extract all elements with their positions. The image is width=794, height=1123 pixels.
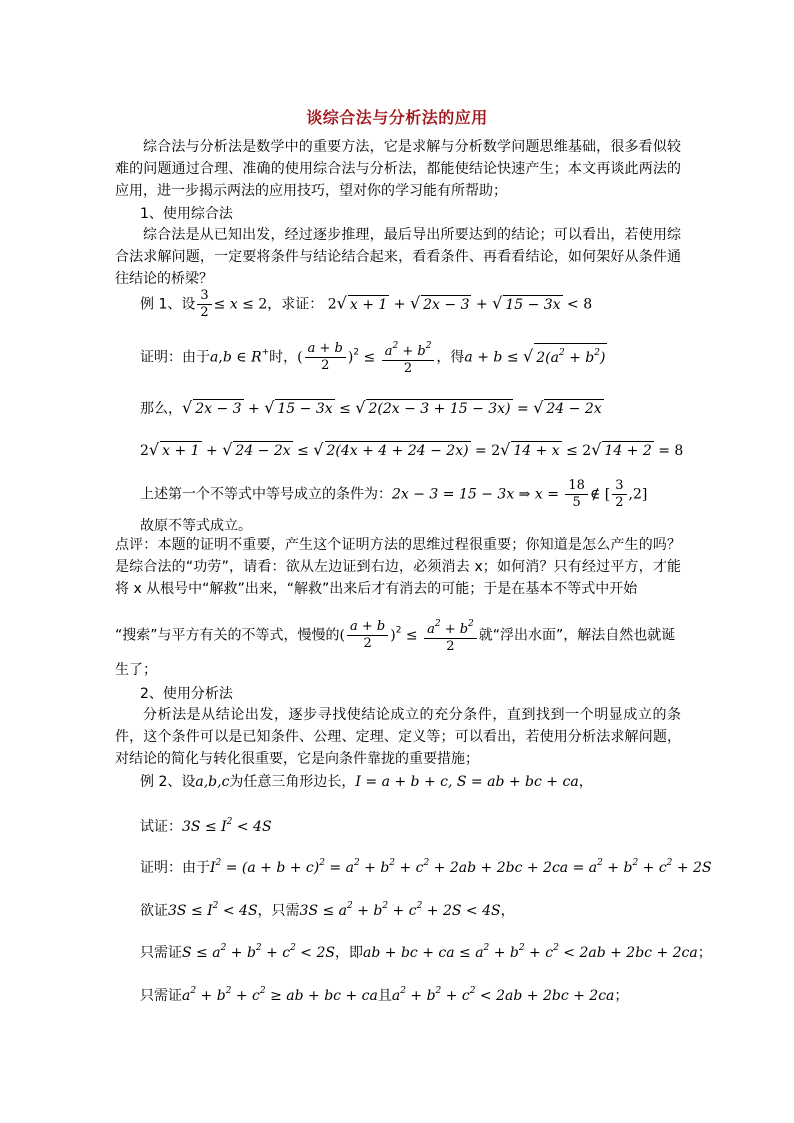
section2-description: 分析法是从结论出发，逐步寻找使结论成立的充分条件，直到找到一个明显成立的条件，这个条件可以是已知条件、公理、定理、定义等；可以看出，若使用分析法求解问题，对结论的简化与转化很重要，它是向条件靠拢的重要措施； xyxy=(115,707,681,767)
comment-paragraph: 点评：本题的证明不重要，产生这个证明方法的思维过程很重要；你知道是怎么产生的吗？是综合法的“功劳”，请看：欲从左边证到右边，必须消去 x；如何消？只有经过平方，才能将 x 从根号中“解救”出来，“解救”出来后才有消去的可能；于是在基本不等式中开始 xyxy=(115,537,681,597)
proof1-get: ，得 xyxy=(436,349,465,366)
proof1-mid: 时， xyxy=(269,349,298,366)
comment-2b: 就“浮出水面”，解法自然也就诞 xyxy=(478,627,676,644)
equality-condition-line: 上述第一个不等式中等号成立的条件为：2x − 3 = 15 − 3x ⇒ x = $\frac{18}{5}$ ∉ [ $\frac{3}{2}$ ,2] xyxy=(140,478,648,510)
proof1-line: 证明：由于a,b ∈ R+时，( $\frac{a + b}{2}$ )$^2$ ≤ $\frac{a^2 + b^2}{2}$ ，得a + b ≤ √ $2(a^2 + b^2)$ xyxy=(140,338,607,377)
section2-heading: 2、使用分析法 xyxy=(140,686,233,702)
want-label: 欲证 xyxy=(140,903,168,919)
example2-mid: 为任意三角形边长， xyxy=(229,774,356,790)
conclusion-text: 故原不等式成立。 xyxy=(140,518,252,534)
section1-description: 综合法是从已知出发，经过逐步推理，最后导出所要达到的结论；可以看出，若使用综合法求解问题，一定要将条件与结论结合起来，看看条件、再看看结论，如何架好从条件通往结论的桥梁？ xyxy=(115,227,681,287)
proof1-chain-line: 2√ x + 1 + √ 24 − 2x ≤ √ 2(4x + 4 + 24 − 2x) = 2√ 14 + x ≤ 2√ 14 + 2 = 8 xyxy=(140,440,684,459)
equality-label: 上述第一个不等式中等号成立的条件为： xyxy=(140,486,392,503)
example1-line: 例 1、设 $\frac{3}{2}$ ≤ x ≤ 2，求证： 2√ x + 1 + √ 2x − 3 + √ 15 − 3x < 8 xyxy=(140,288,593,320)
example1-label: 例 1、设 xyxy=(140,296,196,313)
fraction: $\frac{3}{2}$ xyxy=(197,288,211,321)
need2-label: 只需证 xyxy=(140,988,182,1004)
need2-mid: 且 xyxy=(377,988,392,1004)
then-label: 那么， xyxy=(140,401,182,417)
example1-mid: ，求证： xyxy=(267,296,324,313)
proof1-then-line: 那么，√ 2x − 3 + √ 15 − 3x ≤ √ 2(2x − 3 + 15 − 3x) = √ 24 − 2x xyxy=(140,398,602,417)
want-line: 欲证$3S \le I^2 < 4S$，只需$3S \le a^2 + b^2 + c^2 + 2S < 4S$， xyxy=(140,901,515,919)
prove-label: 试证： xyxy=(140,819,182,835)
intro-paragraph: 综合法与分析法是数学中的重要方法，它是求解与分析数学问题思维基础，很多看似较难的问题通过合理、准确的使用综合法与分析法，都能使结论快速产生；本文再谈此两法的应用，进一步揭示两法的应用技巧，望对你的学习能有所帮助； xyxy=(115,139,681,199)
proof1-label: 证明：由于 xyxy=(140,349,210,366)
need1-line: 只需证$S \le a^2 + b^2 + c^2 < 2S$，即ab + bc + ca ≤ $a^2 + b^2 + c^2 < 2ab + 2bc + 2ca$； xyxy=(140,943,712,961)
want-mid: ，只需 xyxy=(257,903,300,919)
comment-end: 生了； xyxy=(115,662,157,678)
proof2-label: 证明：由于 xyxy=(140,860,210,876)
comment-formula-line: “搜索”与平方有关的不等式，慢慢的( $\frac{a + b}{2}$ )$^2$ ≤ $\frac{a^2 + b^2}{2}$ 就“浮出水面”，解法自然也就诞 xyxy=(115,616,675,655)
proof2-line: 证明：由于$I^2 = (a + b + c)^2 = a^2 + b^2 + c^2 + 2ab + 2bc + 2ca = a^2 + b^2 + c^2 + 2S$ xyxy=(140,858,712,876)
example2-line: 例 2、设a,b,c为任意三角形边长，I = a + b + c, S = ab + bc + ca， xyxy=(140,774,593,790)
page-title: 谈综合法与分析法的应用 xyxy=(306,108,488,127)
need1-label: 只需证 xyxy=(140,945,182,961)
need1-mid: ，即 xyxy=(335,945,363,961)
example2-label: 例 2、设 xyxy=(140,774,196,790)
need2-line: 只需证$a^2 + b^2 + c^2$ ≥ ab + bc + ca且$a^2 + b^2 + c^2 < 2ab + 2bc + 2ca$； xyxy=(140,986,629,1004)
section1-heading: 1、使用综合法 xyxy=(140,206,233,222)
prove-line: 试证：$3S \le I^2 < 4S$ xyxy=(140,817,272,835)
comment-2a: “搜索”与平方有关的不等式，慢慢的 xyxy=(115,627,340,644)
